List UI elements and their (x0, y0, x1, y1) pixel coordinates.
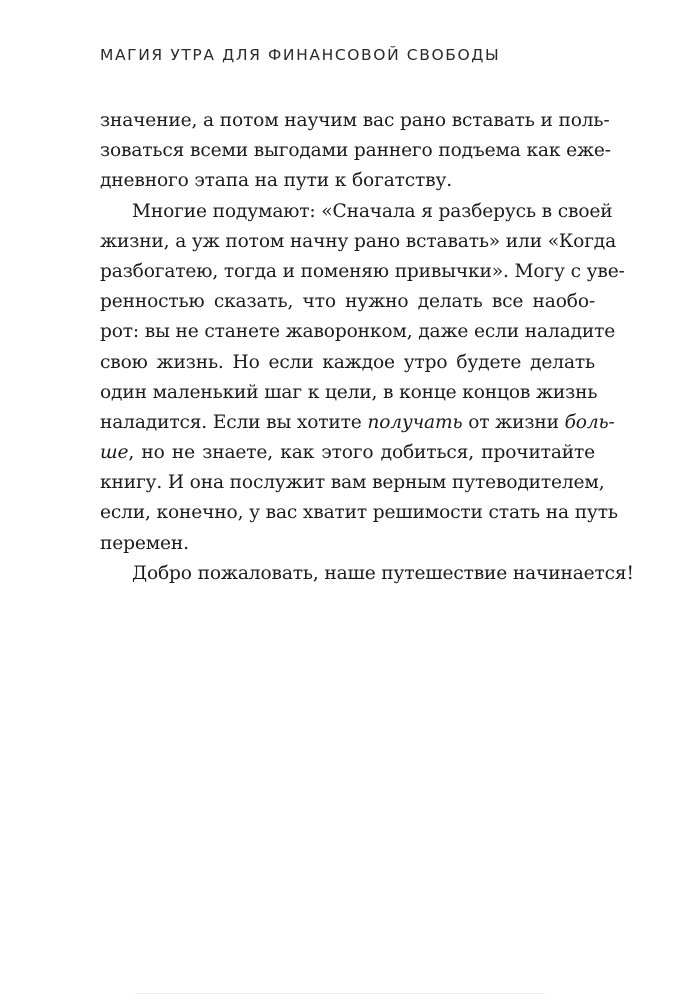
text-line: перемен. (100, 532, 189, 554)
text-line: Добро пожаловать, наше путешествие начинается! (132, 562, 634, 584)
text-line: зоваться всеми выгодами раннего подъема как еже- (100, 140, 611, 162)
emphasis-text: ше (100, 442, 129, 464)
text-line: книгу. И она послужит вам верным путеводителем, (100, 472, 605, 494)
text-line: значение, а потом научим вас рано вставать и поль- (100, 110, 610, 131)
text-line: разбогатею, тогда и поменяю привычки». Могу с уве- (100, 260, 625, 282)
text-line (100, 408, 615, 438)
body-text (100, 106, 634, 589)
text-line: один маленький шаг к цели, в конце концов жизнь (100, 381, 598, 403)
text-line: ренностью сказать, что нужно делать все наобо- (100, 291, 595, 313)
text-segment: наладится. Если вы хотите (100, 411, 368, 433)
text-segment: , но не знаете, как этого добиться, прочитайте (128, 442, 595, 464)
text-line: жизни, а уж потом начну рано вставать» или «Когда (100, 230, 617, 252)
running-header: МАГИЯ УТРА ДЛЯ ФИНАНСОВОЙ СВОБОДЫ (100, 46, 501, 64)
emphasis-text: получать (367, 411, 463, 433)
text-line (100, 438, 595, 468)
text-line: дневного этапа на пути к богатству. (100, 170, 453, 192)
text-line: если, конечно, у вас хватит решимости стать на путь (100, 502, 618, 524)
text-line: свою жизнь. Но если каждое утро будете делать (100, 351, 595, 373)
emphasis-text: боль- (564, 411, 615, 433)
text-line: рот: вы не станете жаворонком, даже если наладите (100, 321, 616, 343)
text-segment: от жизни (462, 411, 565, 433)
text-line: Многие подумают: «Сначала я разберусь в своей (132, 200, 613, 222)
page-bottom-edge (135, 993, 545, 994)
